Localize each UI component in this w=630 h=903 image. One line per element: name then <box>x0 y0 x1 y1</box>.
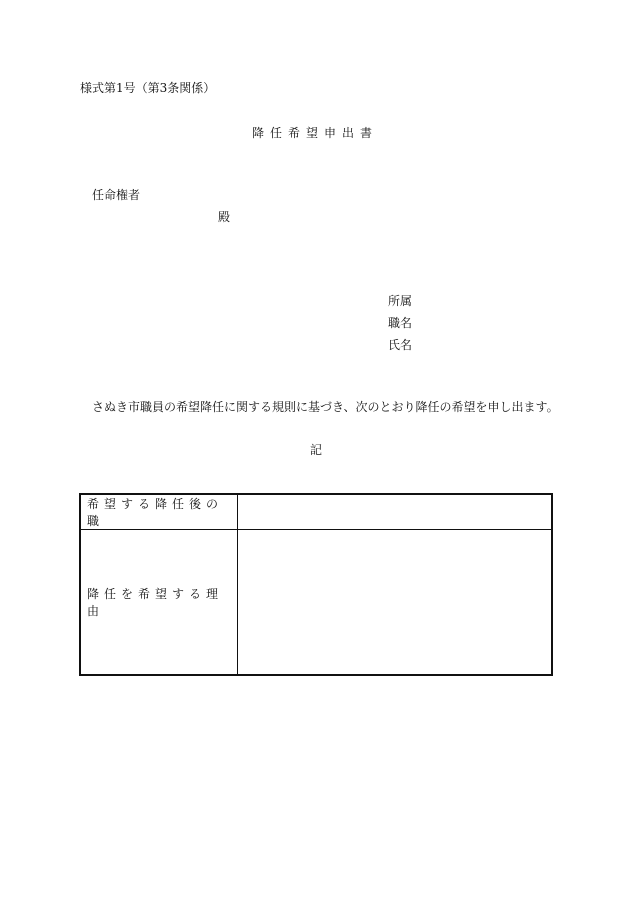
reason-field[interactable] <box>238 530 553 676</box>
document-title: 降任希望申出書 <box>252 126 379 140</box>
form-number: 様式第1号（第3条関係） <box>80 81 216 95</box>
table-row <box>80 494 552 530</box>
addressee-honorific: 殿 <box>218 210 231 224</box>
request-table <box>79 493 553 676</box>
addressee-label: 任命権者 <box>92 188 141 202</box>
affiliation-label: 所属 <box>388 294 413 308</box>
table-row <box>80 530 552 676</box>
ki-heading: 記 <box>310 443 323 457</box>
desired-position-label: 希望する降任後の職 <box>80 494 238 530</box>
reason-label: 降任を希望する理由 <box>80 530 238 676</box>
position-label: 職名 <box>388 316 413 330</box>
desired-position-field[interactable] <box>238 494 553 530</box>
name-label: 氏名 <box>388 338 413 352</box>
body-text: さぬき市職員の希望降任に関する規則に基づき、次のとおり降任の希望を申し出ます。 <box>92 400 559 414</box>
